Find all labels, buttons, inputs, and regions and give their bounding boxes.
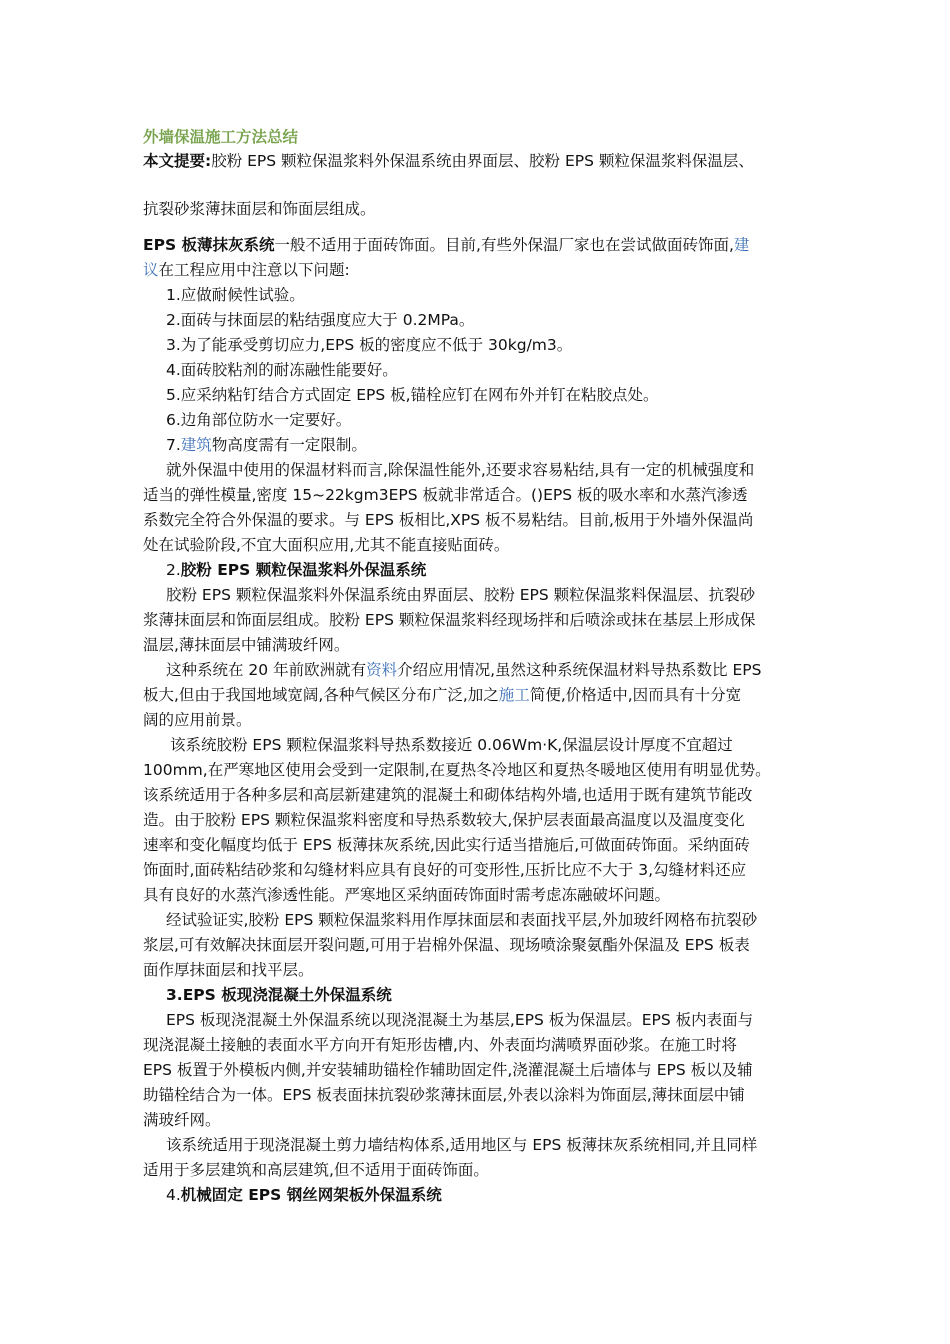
summary-line-1 — [143, 150, 754, 172]
paragraph-1-line-2 — [143, 259, 350, 281]
paragraph-e-line: 浆层,可有效解决抹面层开裂问题,可用于岩棉外保温、现场喷涂聚氨酯外保温及 EPS 板表 — [143, 936, 750, 954]
summary-line-2: 抗裂砂浆薄抹面层和饰面层组成。 — [143, 200, 376, 218]
link-ziliao[interactable]: 资料 — [366, 661, 398, 679]
section-heading-4 — [166, 1184, 442, 1206]
paragraph-b-line: 温层,薄抹面层中铺满玻纤网。 — [143, 636, 350, 654]
list-item: 6.边角部位防水一定要好。 — [166, 411, 352, 429]
paragraph-g-line: 适用于多层建筑和高层建筑,但不适用于面砖饰面。 — [143, 1161, 489, 1179]
summary-text-1: 胶粉 EPS 颗粒保温浆料外保温系统由界面层、胶粉 EPS 颗粒保温浆料保温层、 — [211, 152, 754, 170]
section-heading-4-text: 机械固定 EPS 钢丝网架板外保温系统 — [180, 1186, 442, 1204]
paragraph-b-line: 胶粉 EPS 颗粒保温浆料外保温系统由界面层、胶粉 EPS 颗粒保温浆料保温层、抗裂砂 — [166, 586, 756, 604]
paragraph-d-line: 该系统适用于各种多层和高层新建建筑的混凝土和砌体结构外墙,也适用于既有建筑节能改 — [143, 786, 753, 804]
list-item-7 — [166, 434, 367, 456]
section-heading-4-num: 4. — [166, 1186, 181, 1204]
list-item-7-num: 7. — [166, 436, 181, 454]
paragraph-c-text-1b: 介绍应用情况,虽然这种系统保温材料导热系数比 EPS — [397, 661, 762, 679]
paragraph-d-line: 造。由于胶粉 EPS 颗粒保温浆料密度和导热系数较大,保护层表面最高温度以及温度变化 — [143, 811, 745, 829]
paragraph-f-line: 助锚栓结合为一体。EPS 板表面抹抗裂砂浆薄抹面层,外表以涂料为饰面层,薄抹面层中铺 — [143, 1086, 745, 1104]
paragraph-1-line-2-text: 在工程应用中注意以下问题: — [158, 261, 350, 279]
section-heading-2 — [166, 559, 426, 581]
paragraph-c-text-1a: 这种系统在 20 年前欧洲就有 — [166, 661, 367, 679]
link-jianzhu[interactable]: 建筑 — [180, 436, 212, 454]
link-jianyi-1[interactable]: 建 — [733, 236, 750, 254]
paragraph-d-line: 饰面时,面砖粘结砂浆和勾缝材料应具有良好的可变形性,压折比应不大于 3,勾缝材料还应 — [143, 861, 747, 879]
document-title: 外墙保温施工方法总结 — [143, 128, 299, 146]
paragraph-a-line: 就外保温中使用的保温材料而言,除保温性能外,还要求容易粘结,具有一定的机械强度和 — [166, 461, 755, 479]
link-jianyi-2[interactable]: 议 — [143, 261, 159, 279]
link-shigong[interactable]: 施工 — [498, 686, 530, 704]
paragraph-c-text-2b: 简便,价格适中,因而具有十分宽 — [529, 686, 742, 704]
paragraph-e-line: 面作厚抹面层和找平层。 — [143, 961, 314, 979]
paragraph-1-lead: EPS 板薄抹灰系统 — [143, 236, 275, 254]
list-item-7-text: 物高度需有一定限制。 — [211, 436, 367, 454]
paragraph-d-line: 该系统胶粉 EPS 颗粒保温浆料导热系数接近 0.06Wm·K,保温层设计厚度不宜超过 — [170, 736, 733, 754]
list-item: 5.应采纳粘钉结合方式固定 EPS 板,锚栓应钉在网布外并钉在粘胶点处。 — [166, 386, 659, 404]
paragraph-1-line-1 — [143, 234, 749, 256]
paragraph-d-line: 速率和变化幅度均低于 EPS 板薄抹灰系统,因此实行适当措施后,可做面砖饰面。采纳面砖 — [143, 836, 750, 854]
section-heading-2-text: 胶粉 EPS 颗粒保温浆料外保温系统 — [180, 561, 427, 579]
paragraph-a-line: 处在试验阶段,不宜大面积应用,尤其不能直接贴面砖。 — [143, 536, 510, 554]
paragraph-c-text-2a: 板大,但由于我国地域宽阔,各种气候区分布广泛,加之 — [143, 686, 499, 704]
paragraph-f-line: 现浇混凝土接触的表面水平方向开有矩形齿槽,内、外表面均满喷界面砂浆。在施工时将 — [143, 1036, 737, 1054]
section-heading-3 — [166, 984, 392, 1006]
list-item: 4.面砖胶粘剂的耐冻融性能要好。 — [166, 361, 398, 379]
paragraph-a-line: 适当的弹性模量,密度 15~22kgm3EPS 板就非常适合。()EPS 板的吸水率和水蒸汽渗透 — [143, 486, 748, 504]
paragraph-f-line: EPS 板现浇混凝土外保温系统以现浇混凝土为基层,EPS 板为保温层。EPS 板内表面与 — [166, 1011, 754, 1029]
paragraph-b-line: 浆薄抹面层和饰面层组成。胶粉 EPS 颗粒保温浆料经现场拌和后喷涂或抹在基层上形成保 — [143, 611, 756, 629]
list-item: 2.面砖与抹面层的粘结强度应大于 0.2MPa。 — [166, 311, 475, 329]
summary-label: 本文提要: — [143, 152, 212, 170]
section-heading-3-text: EPS 板现浇混凝土外保温系统 — [182, 986, 392, 1004]
paragraph-c-line-3: 阔的应用前景。 — [143, 711, 252, 729]
paragraph-f-line: EPS 板置于外模板内侧,并安装辅助锚栓作辅助固定件,浇灌混凝土后墙体与 EPS 板以及辅 — [143, 1061, 753, 1079]
paragraph-d-line: 100mm,在严寒地区使用会受到一定限制,在夏热冬冷地区和夏热冬暖地区使用有明显优势。 — [143, 761, 771, 779]
paragraph-g-line: 该系统适用于现浇混凝土剪力墙结构体系,适用地区与 EPS 板薄抹灰系统相同,并且同样 — [166, 1136, 758, 1154]
section-heading-2-num: 2. — [166, 561, 181, 579]
paragraph-f-line: 满玻纤网。 — [143, 1111, 221, 1129]
paragraph-1-text: 一般不适用于面砖饰面。目前,有些外保温厂家也在尝试做面砖饰面, — [274, 236, 734, 254]
paragraph-c-line-2 — [143, 684, 741, 706]
paragraph-c-line-1 — [166, 659, 761, 681]
paragraph-d-line: 具有良好的水蒸汽渗透性能。严寒地区采纳面砖饰面时需考虑冻融破坏问题。 — [143, 886, 671, 904]
paragraph-a-line: 系数完全符合外保温的要求。与 EPS 板相比,XPS 板不易粘结。目前,板用于外墙外保温尚 — [143, 511, 754, 529]
list-item: 1.应做耐候性试验。 — [166, 286, 305, 304]
list-item: 3.为了能承受剪切应力,EPS 板的密度应不低于 30kg/m3。 — [166, 336, 573, 354]
section-heading-3-num: 3. — [166, 986, 183, 1004]
paragraph-e-line: 经试验证实,胶粉 EPS 颗粒保温浆料用作厚抹面层和表面找平层,外加玻纤网格布抗裂砂 — [166, 911, 758, 929]
